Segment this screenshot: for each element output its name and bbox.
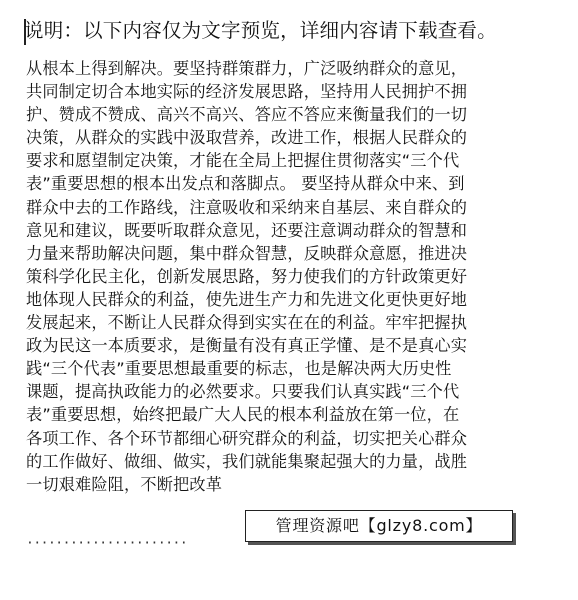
body-line: 各项工作、各个环节都细心研究群众的利益，切实把关心群众 xyxy=(26,428,468,448)
body-line: 共同制定切合本地实际的经济发展思路，坚持用人民拥护不拥 xyxy=(26,82,468,102)
body-line: 意见和建议，既要听取群众意见，还要注意调动群众的智慧和 xyxy=(26,220,468,240)
body-line: 决策，从群众的实践中汲取营养，改进工作，根据人民群众的 xyxy=(26,128,468,148)
document-body xyxy=(26,57,566,496)
body-line: 群众中去的工作路线，注意吸收和采纳来自基层、来自群众的 xyxy=(26,197,468,217)
body-line: 表”重要思想，始终把最广大人民的根本利益放在第一位，在 xyxy=(26,405,460,425)
dotted-separator: ······················ xyxy=(26,536,188,551)
body-line: 力量来帮助解决问题，集中群众智慧，反映群众意愿，推进决 xyxy=(26,243,468,263)
body-line: 地体现人民群众的利益，使先进生产力和先进文化更快更好地 xyxy=(26,289,468,309)
body-line: 践“三个代表”重要思想最重要的标志，也是解决两大历史性 xyxy=(26,359,452,379)
body-line: 从根本上得到解决。要坚持群策群力，广泛吸纳群众的意见， xyxy=(26,59,468,78)
body-line: 发展起来，不断让人民群众得到实实在在的利益。牢牢把握执 xyxy=(26,313,468,333)
body-line: 护、赞成不赞成、高兴不高兴、答应不答应来衡量我们的一切 xyxy=(26,105,468,125)
body-line: 的工作做好、做细、做实，我们就能集聚起强大的力量，战胜 xyxy=(26,451,468,471)
site-watermark-stamp: 管理资源吧【glzy8.com】 xyxy=(245,510,513,542)
body-line: 政为民这一本质要求，是衡量有没有真正学懂、是不是真心实 xyxy=(26,336,468,356)
preview-notice: 说明：以下内容仅为文字预览，详细内容请下载查看。 xyxy=(24,19,497,42)
body-line: 策科学化民主化，创新发展思路，努力使我们的方针政策更好 xyxy=(26,266,468,286)
body-line: 一切艰难险阻，不断把改革 xyxy=(26,474,223,494)
body-line: 表”重要思想的根本出发点和落脚点。 要坚持从群众中来、到 xyxy=(26,174,465,194)
body-line: 要求和愿望制定决策，才能在全局上把握住贯彻落实“三个代 xyxy=(26,151,460,171)
body-line: 课题，提高执政能力的必然要求。只要我们认真实践“三个代 xyxy=(26,382,460,402)
